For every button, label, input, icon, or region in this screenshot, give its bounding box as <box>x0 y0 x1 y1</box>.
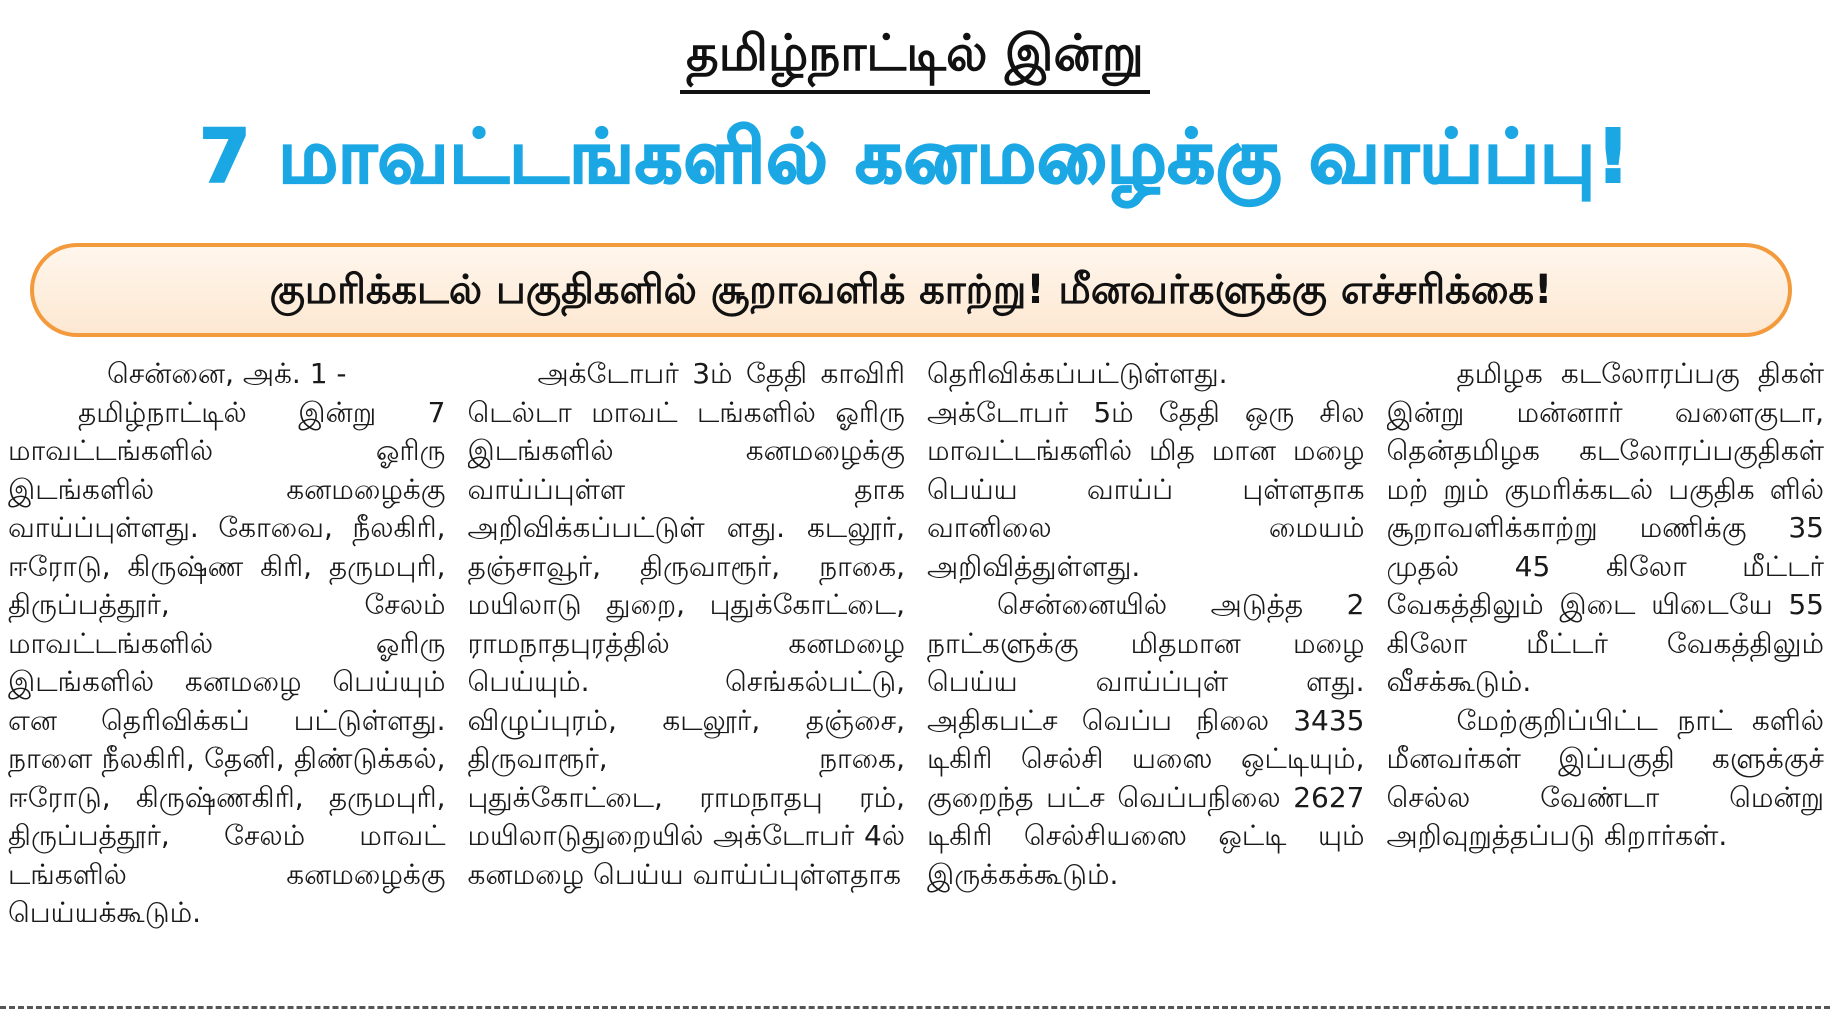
kicker-heading <box>0 18 1830 94</box>
kicker-text: தமிழ்நாட்டில் இன்று <box>680 18 1150 94</box>
subheadline-banner <box>30 243 1792 337</box>
dateline: சென்னை, அக். 1 - <box>106 357 347 390</box>
article-paragraph: தமிழக கடலோரப்பகு திகள் இன்று மன்னார் வளைகுடா, தென்தமிழக கடலோரப்பகுதிகள் மற் றும் குமரிக்கடல் பகுதிக ளில் சூறாவளிக்காற்று மணிக்கு 35 முதல் 45 கிலோ மீட்டர் வேகத்திலும் இடை யிடையே 55 கிலோ மீட்டர் வேகத்திலும் வீசக்கூடும். <box>1386 357 1824 698</box>
article-column-3 <box>927 355 1365 995</box>
article-column-2 <box>468 355 906 995</box>
article-paragraph: அக்டோபர் 3ம் தேதி காவிரி டெல்டா மாவட் டங்களில் ஓரிரு இடங்களில் கனமழைக்கு வாய்ப்புள்ள தாக அறிவிக்கப்பட்டுள் ளது. கடலூர், தஞ்சாவூர், திருவாரூர், நாகை, மயிலாடு துறை, புதுக்கோட்டை, ராமநாதபுரத்தில் கனமழை பெய்யும். செங்கல்பட்டு, விழுப்புரம், கடலூர், தஞ்சை, திருவாரூர், நாகை, புதுக்கோட்டை, ராமநாதபு ரம், மயிலாடுதுறையில் அக்டோபர் 4ல் கனமழை பெய்ய வாய்ப்புள்ளதாக <box>467 357 905 891</box>
article-paragraph: தமிழ்நாட்டில் இன்று 7 மாவட்டங்களில் ஓரிரு இடங்களில் கனமழைக்கு வாய்ப்புள்ளது. கோவை, நீலகிரி, ஈரோடு, கிருஷ்ண கிரி, தருமபுரி, திருப்பத்தூர், சேலம் மாவட்டங்களில் ஓரிரு இடங்களில் கனமழை பெய்யும் என தெரிவிக்கப் பட்டுள்ளது. நாளை நீலகிரி, தேனி, திண்டுக்கல், ஈரோடு, கிருஷ்ணகிரி, தருமபுரி, திருப்பத்தூர், சேலம் மாவட் டங்களில் கனமழைக்கு பெய்யக்கூடும். <box>8 395 446 929</box>
article-column-1 <box>8 355 446 995</box>
main-headline: 7 மாவட்டங்களில் கனமழைக்கு வாய்ப்பு! <box>199 114 1631 200</box>
article-paragraph: தெரிவிக்கப்பட்டுள்ளது. அக்டோபர் 5ம் தேதி ஒரு சில மாவட்டங்களில் மித மான மழை பெய்ய வாய்ப் புள்ளதாக வானிலை மையம் அறிவித்துள்ளது. <box>927 357 1365 583</box>
bottom-dashed-rule <box>0 1006 1830 1009</box>
article-body <box>8 355 1824 995</box>
article-column-4 <box>1387 355 1825 995</box>
subheadline-text: குமரிக்கடல் பகுதிகளில் சூறாவளிக் காற்று! மீனவர்களுக்கு எச்சரிக்கை! <box>269 267 1553 313</box>
article-paragraph: மேற்குறிப்பிட்ட நாட் களில் மீனவர்கள் இப்பகுதி களுக்குச் செல்ல வேண்டா மென்று அறிவுறுத்தப்படு கிறார்கள். <box>1386 703 1824 852</box>
article-paragraph: சென்னையில் அடுத்த 2 நாட்களுக்கு மிதமான மழை பெய்ய வாய்ப்புள் ளது. அதிகபட்ச வெப்ப நிலை 3435 டிகிரி செல்சி யஸை ஒட்டியும், குறைந்த பட்ச வெப்பநிலை 2627 டிகிரி செல்சியஸை ஒட்டி யும் இருக்கக்கூடும். <box>927 588 1365 891</box>
